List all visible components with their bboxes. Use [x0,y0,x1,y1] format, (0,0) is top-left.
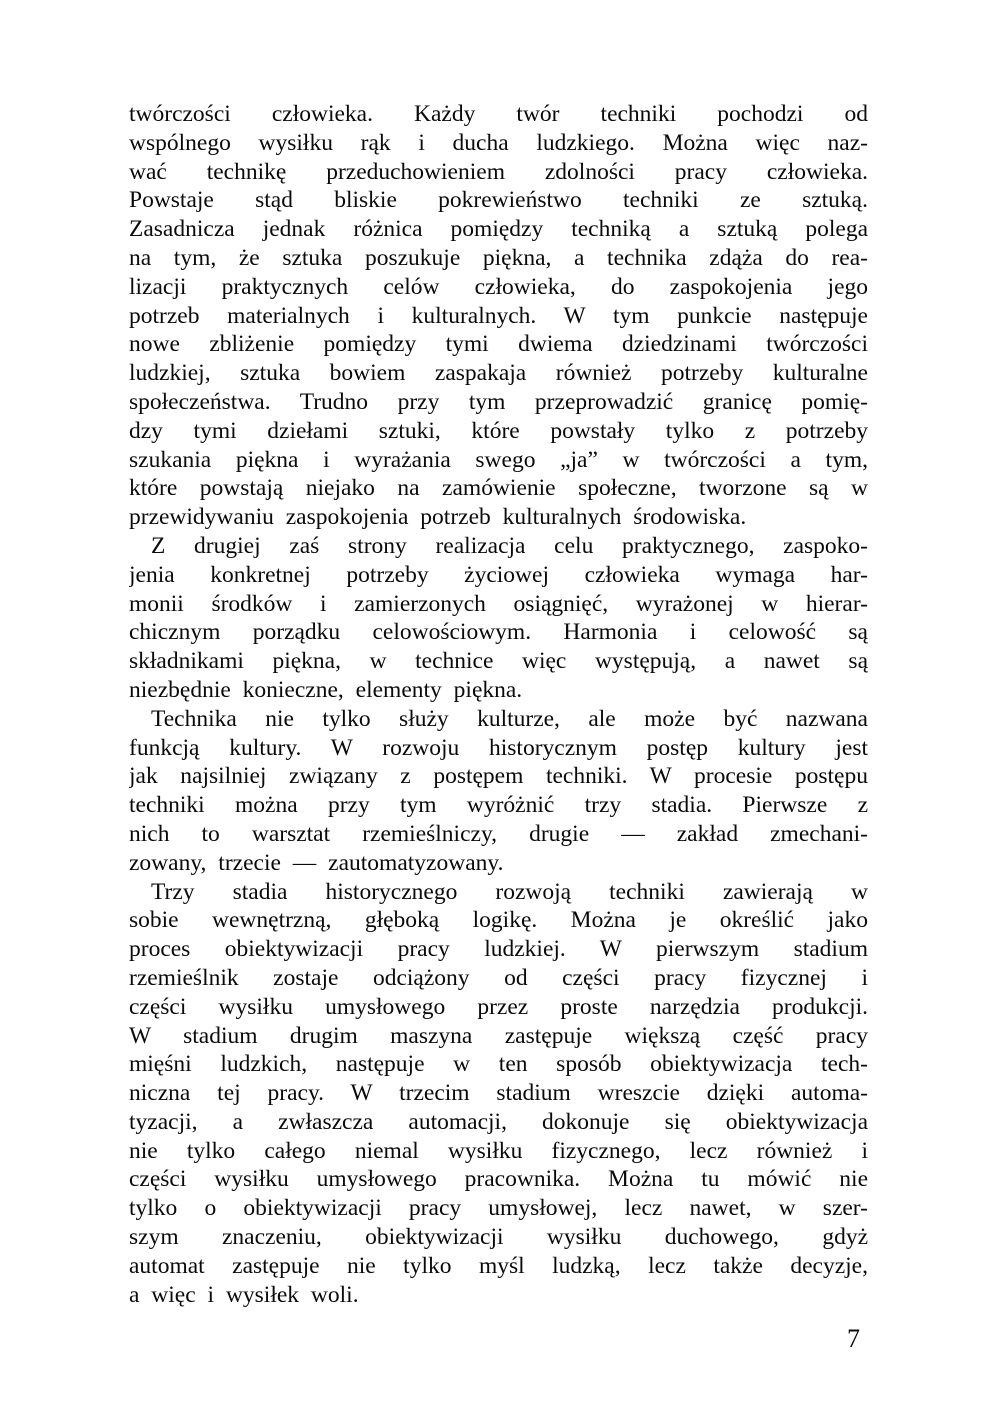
text-line: a więc i wysiłek woli. [129,1281,359,1308]
text-line: proces obiektywizacji pracy ludzkiej. W pierwszym stadium [129,936,868,963]
text-line: wać technikę przeduchowieniem zdolności pracy człowieka. [129,158,868,185]
text-line: składnikami piękna, w technice więc występują, a nawet są [129,648,868,675]
text-line: mięśni ludzkich, następuje w ten sposób obiektywizacja tech- [129,1051,868,1078]
text-block [129,100,868,1309]
text-line: nowe zbliżenie pomiędzy tymi dwiema dziedzinami twórczości [129,331,868,358]
text-line: niezbędnie konieczne, elementy piękna. [129,676,523,703]
text-line: rzemieślnik zostaje odciążony od części pracy fizycznej i [129,964,868,991]
text-line: tylko o obiektywizacji pracy umysłowej, lecz nawet, w szer- [129,1195,868,1222]
text-line: jak najsilniej związany z postępem techniki. W procesie postępu [129,763,868,790]
paragraph [129,705,868,878]
text-line: przewidywaniu zaspokojenia potrzeb kulturalnych środowiska. [129,504,747,531]
text-line: części wysiłku umysłowego przez proste narzędzia produkcji. [129,993,868,1020]
text-line: Zasadnicza jednak różnica pomiędzy techniką a sztuką polega [129,216,868,243]
text-line: funkcją kultury. W rozwoju historycznym postęp kultury jest [129,734,868,761]
page-number: 7 [847,1324,860,1353]
text-line: Powstaje stąd bliskie pokrewieństwo techniki ze sztuką. [129,187,868,214]
text-line: ludzkiej, sztuka bowiem zaspakaja również potrzeby kulturalne [129,360,868,387]
text-line: Z drugiej zaś strony realizacja celu praktycznego, zaspoko- [151,532,868,559]
text-line: techniki można przy tym wyróżnić trzy stadia. Pierwsze z [129,792,868,819]
text-line: potrzeb materialnych i kulturalnych. W tym punkcie następuje [129,302,868,329]
text-line: W stadium drugim maszyna zastępuje większą część pracy [129,1022,868,1049]
text-line: dzy tymi dziełami sztuki, które powstały tylko z potrzeby [129,417,868,444]
text-line: monii środków i zamierzonych osiągnięć, wyrażonej w hierar- [129,590,868,617]
text-line: twórczości człowieka. Każdy twór techniki pochodzi od [129,101,868,127]
text-line: części wysiłku umysłowego pracownika. Można tu mówić nie [129,1166,868,1193]
text-line: chicznym porządku celowościowym. Harmonia i celowość są [129,619,868,646]
text-line: wspólnego wysiłku rąk i ducha ludzkiego. Można więc naz- [129,129,868,156]
text-line: które powstają niejako na zamówienie społeczne, tworzone są w [129,475,868,502]
text-line: społeczeństwa. Trudno przy tym przeprowadzić granicę pomię- [129,388,868,415]
text-line: jenia konkretnej potrzeby życiowej człowieka wymaga har- [129,561,868,588]
paragraph [129,100,868,532]
paragraph [129,878,868,1310]
paragraph [129,532,868,705]
text-line: tyzacji, a zwłaszcza automacji, dokonuje się obiektywizacja [129,1108,868,1135]
text-line: szukania piękna i wyrażania swego „ja” w twórczości a tym, [129,446,868,473]
text-line: nie tylko całego niemal wysiłku fizycznego, lecz również i [129,1137,868,1164]
text-line: nich to warsztat rzemieślniczy, drugie — zakład zmechani- [129,820,868,847]
text-line: automat zastępuje nie tylko myśl ludzką, lecz także decyzje, [129,1252,868,1279]
text-line: Trzy stadia historycznego rozwoją techniki zawierają w [151,878,868,905]
text-line: na tym, że sztuka poszukuje piękna, a technika zdąża do rea- [129,244,868,271]
text-line: lizacji praktycznych celów człowieka, do zaspokojenia jego [129,273,868,300]
text-line: Technika nie tylko służy kulturze, ale może być nazwana [151,705,868,732]
text-line: szym znaczeniu, obiektywizacji wysiłku duchowego, gdyż [129,1224,868,1251]
text-line: sobie wewnętrzną, głęboką logikę. Można je określić jako [129,907,868,934]
text-line: zowany, trzecie — zautomatyzowany. [129,849,504,876]
text-line: niczna tej pracy. W trzecim stadium wreszcie dzięki automa- [129,1080,868,1107]
